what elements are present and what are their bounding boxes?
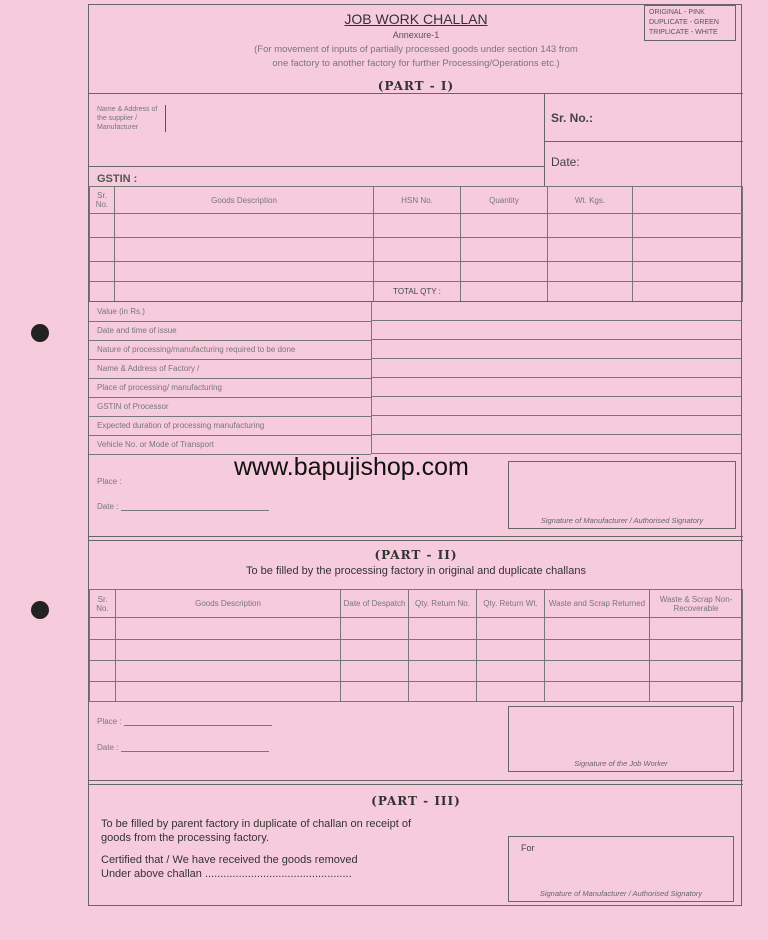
form-title: JOB WORK CHALLAN	[344, 11, 488, 27]
table-row[interactable]	[90, 661, 743, 682]
col-sr-no: Sr. No.	[90, 187, 115, 214]
gstin-field[interactable]: GSTIN :	[97, 173, 138, 185]
table-row[interactable]	[90, 682, 743, 702]
copy-duplicate: DUPLICATE - GREEN	[649, 19, 719, 26]
annexure: Annexure-1	[392, 30, 440, 40]
col-waste-returned: Waste and Scrap Returned	[545, 590, 650, 618]
signature-label: Signature of the Job Worker	[574, 759, 668, 768]
table-row[interactable]	[90, 214, 743, 238]
place-label-1: Place :	[97, 477, 122, 486]
duration-label: Expected duration of processing manufacturing	[89, 416, 371, 436]
sr-no-field[interactable]: Sr. No.:	[551, 111, 594, 125]
processing-place-label: Place of processing/ manufacturing	[89, 378, 371, 398]
table-row[interactable]	[90, 618, 743, 640]
col-qty-return-no: Qty. Return No.	[409, 590, 477, 618]
processing-place-field[interactable]	[371, 378, 741, 397]
place-line[interactable]	[124, 725, 272, 726]
signature-label: Signature of Manufacturer / Authorised Signatory	[540, 516, 704, 525]
for-label: For	[521, 843, 535, 853]
part-2-subtitle: To be filled by the processing factory in original and duplicate challans	[246, 565, 586, 577]
transport-label: Vehicle No. or Mode of Transport	[89, 435, 371, 455]
col-hsn: HSN No.	[374, 187, 461, 214]
challan-form	[88, 4, 742, 906]
processing-nature-label: Nature of processing/manufacturing required to be done	[89, 340, 371, 360]
total-qty-label: TOTAL QTY :	[374, 282, 461, 302]
duration-field[interactable]	[371, 416, 741, 435]
col-despatch-date: Date of Despatch	[341, 590, 409, 618]
signature-box-3[interactable]	[508, 836, 734, 902]
col-waste-nonrecoverable: Waste & Scrap Non-Recoverable	[650, 590, 743, 618]
col-weight: Wt. Kgs.	[548, 187, 633, 214]
col-qty-return-wt: Qty. Return Wt.	[477, 590, 545, 618]
part-1-title: (PART - I)	[377, 79, 455, 93]
factory-address-field[interactable]	[371, 359, 741, 378]
date-label-text: Date :	[97, 743, 119, 752]
part-3-title: (PART - III)	[371, 794, 461, 808]
date-label-2	[97, 743, 269, 752]
description-line-2: one factory to another factory for further Processing/Operations etc.)	[272, 58, 560, 69]
table-row[interactable]	[90, 262, 743, 282]
description-line-1: (For movement of inputs of partially processed goods under section 143 from	[254, 44, 578, 55]
col-quantity: Quantity	[461, 187, 548, 214]
col-goods-description: Goods Description	[115, 187, 374, 214]
value-label: Value (in Rs.)	[89, 302, 371, 322]
part-3-line-1: To be filled by parent factory in duplicate of challan on receipt of	[101, 818, 412, 830]
part-3-line-3: Certified that / We have received the goods removed	[101, 854, 358, 866]
supplier-label: Name & Address of the supplier / Manufacturer	[97, 105, 166, 132]
col-blank	[633, 187, 743, 214]
issue-date-field[interactable]	[371, 321, 741, 340]
value-field[interactable]	[371, 302, 741, 321]
factory-address-label: Name & Address of Factory /	[89, 359, 371, 379]
copy-original: ORIGINAL - PINK	[649, 9, 705, 16]
date-line[interactable]	[121, 751, 269, 752]
table-row[interactable]	[90, 238, 743, 262]
issue-date-label: Date and time of issue	[89, 321, 371, 341]
table-row[interactable]	[90, 640, 743, 661]
processing-table	[89, 589, 743, 702]
date-label-text: Date :	[97, 502, 119, 511]
date-line[interactable]	[121, 510, 269, 511]
processor-gstin-field[interactable]	[371, 397, 741, 416]
date-field[interactable]: Date:	[551, 155, 580, 169]
copy-legend	[644, 5, 736, 41]
punch-hole	[31, 601, 49, 619]
place-label-2	[97, 717, 272, 726]
details-section	[89, 301, 743, 449]
watermark: www.bapujishop.com	[234, 453, 469, 481]
transport-field[interactable]	[371, 435, 741, 454]
place-label-text: Place :	[97, 717, 122, 726]
part-3-line-2: goods from the processing factory.	[101, 832, 269, 844]
copy-triplicate: TRIPLICATE - WHITE	[649, 29, 718, 36]
signature-box-2[interactable]	[508, 706, 734, 772]
goods-table	[89, 186, 743, 302]
part-3-text	[101, 817, 411, 881]
col-sr-no: Sr. No.	[90, 590, 116, 618]
total-row[interactable]	[90, 282, 743, 302]
processor-gstin-label: GSTIN of Processor	[89, 397, 371, 417]
part-2-title: (PART - II)	[374, 548, 458, 562]
part-3-line-4: Under above challan ................................................	[101, 868, 352, 880]
punch-hole	[31, 324, 49, 342]
processing-nature-field[interactable]	[371, 340, 741, 359]
signature-label: Signature of Manufacturer / Authorised Signatory	[539, 889, 703, 898]
signature-box-1[interactable]	[508, 461, 736, 529]
date-label-1	[97, 502, 269, 511]
col-goods-description: Goods Description	[116, 590, 341, 618]
